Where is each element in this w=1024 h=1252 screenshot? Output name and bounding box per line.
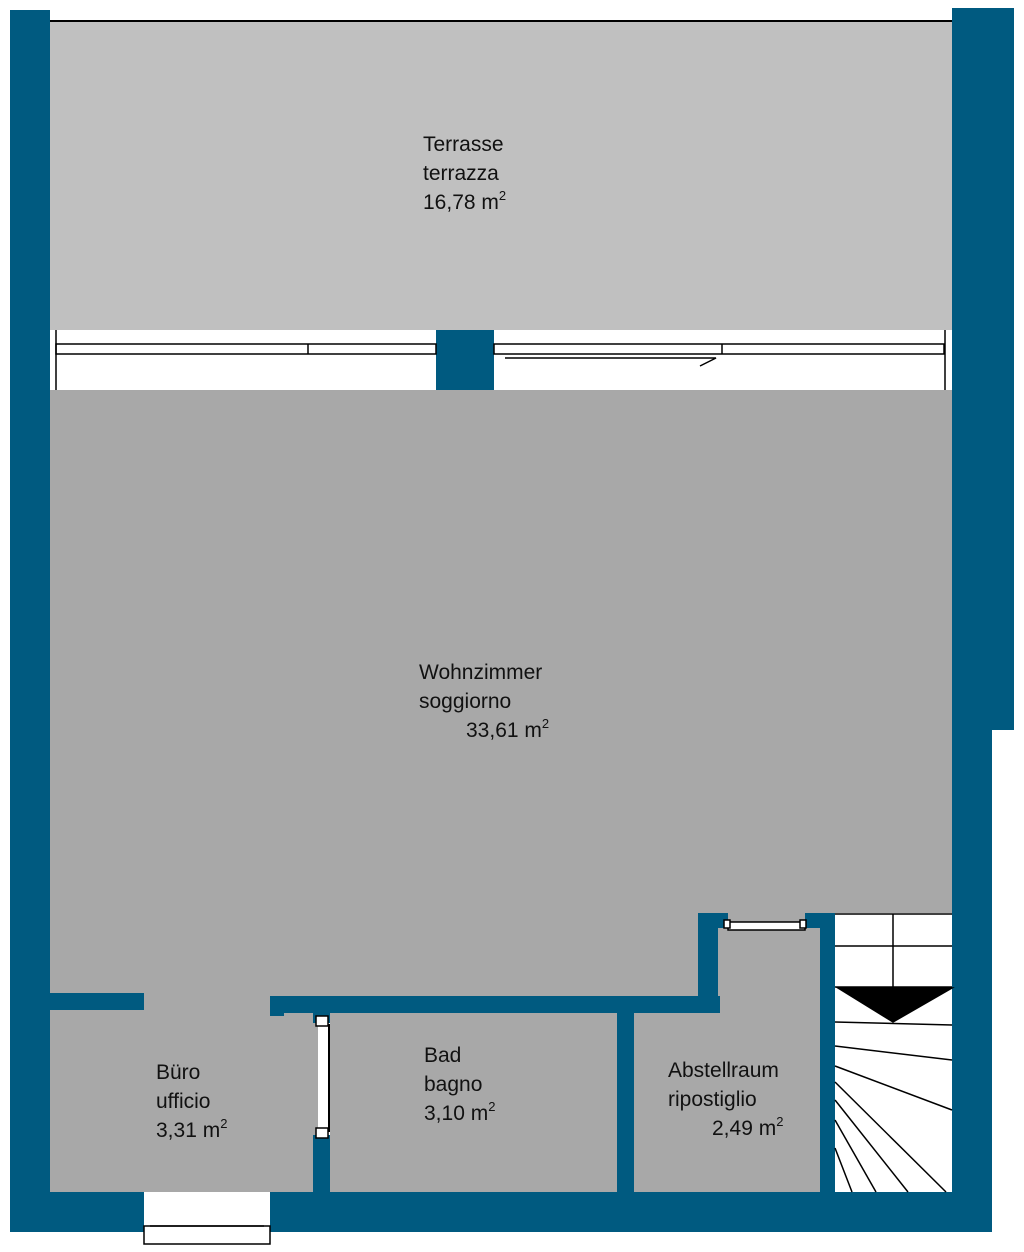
storage-area-unit-exp: 2: [776, 1114, 784, 1129]
living-room-area-unit-exp: 2: [541, 716, 550, 731]
bath-name-it: bagno: [424, 1073, 483, 1096]
storage-name-de: Abstellraum: [668, 1059, 779, 1082]
wall-storage-stair-divider: [820, 913, 835, 1195]
bath-area-unit-exp: 2: [488, 1099, 496, 1114]
door-jamb-top: [316, 1016, 328, 1026]
office-name-it: ufficio: [156, 1090, 211, 1113]
living-room-name-it: soggiorno: [419, 690, 512, 713]
wall-bottom-right: [270, 1192, 992, 1232]
wall-left-outer: [10, 10, 50, 1232]
wall-office-bath-divider-lower: [313, 1135, 330, 1195]
terrace-area-unit-exp: 2: [498, 188, 507, 203]
staircase: [835, 913, 952, 1192]
window-right: [494, 344, 944, 354]
exterior-door-frame: [144, 1226, 270, 1244]
terrace-label: [423, 133, 509, 214]
wall-bath-top: [270, 996, 720, 1013]
wall-bath-top-left-stub: [270, 996, 284, 1016]
window-left: [56, 344, 436, 354]
sliding-door-arrow: [505, 358, 716, 366]
wall-bath-storage-divider: [617, 1013, 634, 1195]
bath-name-de: Bad: [424, 1044, 462, 1067]
terrace-name-it: terrazza: [423, 162, 499, 185]
terrace-area: 16,78 m: [423, 191, 499, 214]
wall-terrace-pillar: [436, 330, 494, 390]
office-name-de: Büro: [156, 1061, 201, 1084]
living-room-name-de: Wohnzimmer: [419, 661, 543, 684]
office-area-unit-exp: 2: [220, 1116, 228, 1131]
storage-area: 2,49 m: [712, 1117, 777, 1140]
storage-name-it: ripostiglio: [668, 1088, 757, 1111]
living-room-area: 33,61 m: [466, 719, 542, 742]
storage-door-jamb-r: [800, 920, 806, 928]
terrace-name-de: Terrasse: [423, 133, 504, 156]
office-area: 3,31 m: [156, 1119, 221, 1142]
door-jamb-bottom: [316, 1128, 328, 1138]
storage-door-jamb-l: [724, 920, 730, 928]
wall-office-top: [50, 993, 144, 1010]
storage-door: [724, 920, 806, 930]
wall-bottom-left: [10, 1192, 144, 1232]
bath-area: 3,10 m: [424, 1102, 489, 1125]
wall-right-lower: [952, 730, 992, 1232]
storage-door-frame: [728, 922, 805, 930]
wall-right-upper: [952, 8, 1014, 730]
office-exterior-door: [144, 1226, 270, 1244]
terrace-windows: [56, 330, 945, 390]
